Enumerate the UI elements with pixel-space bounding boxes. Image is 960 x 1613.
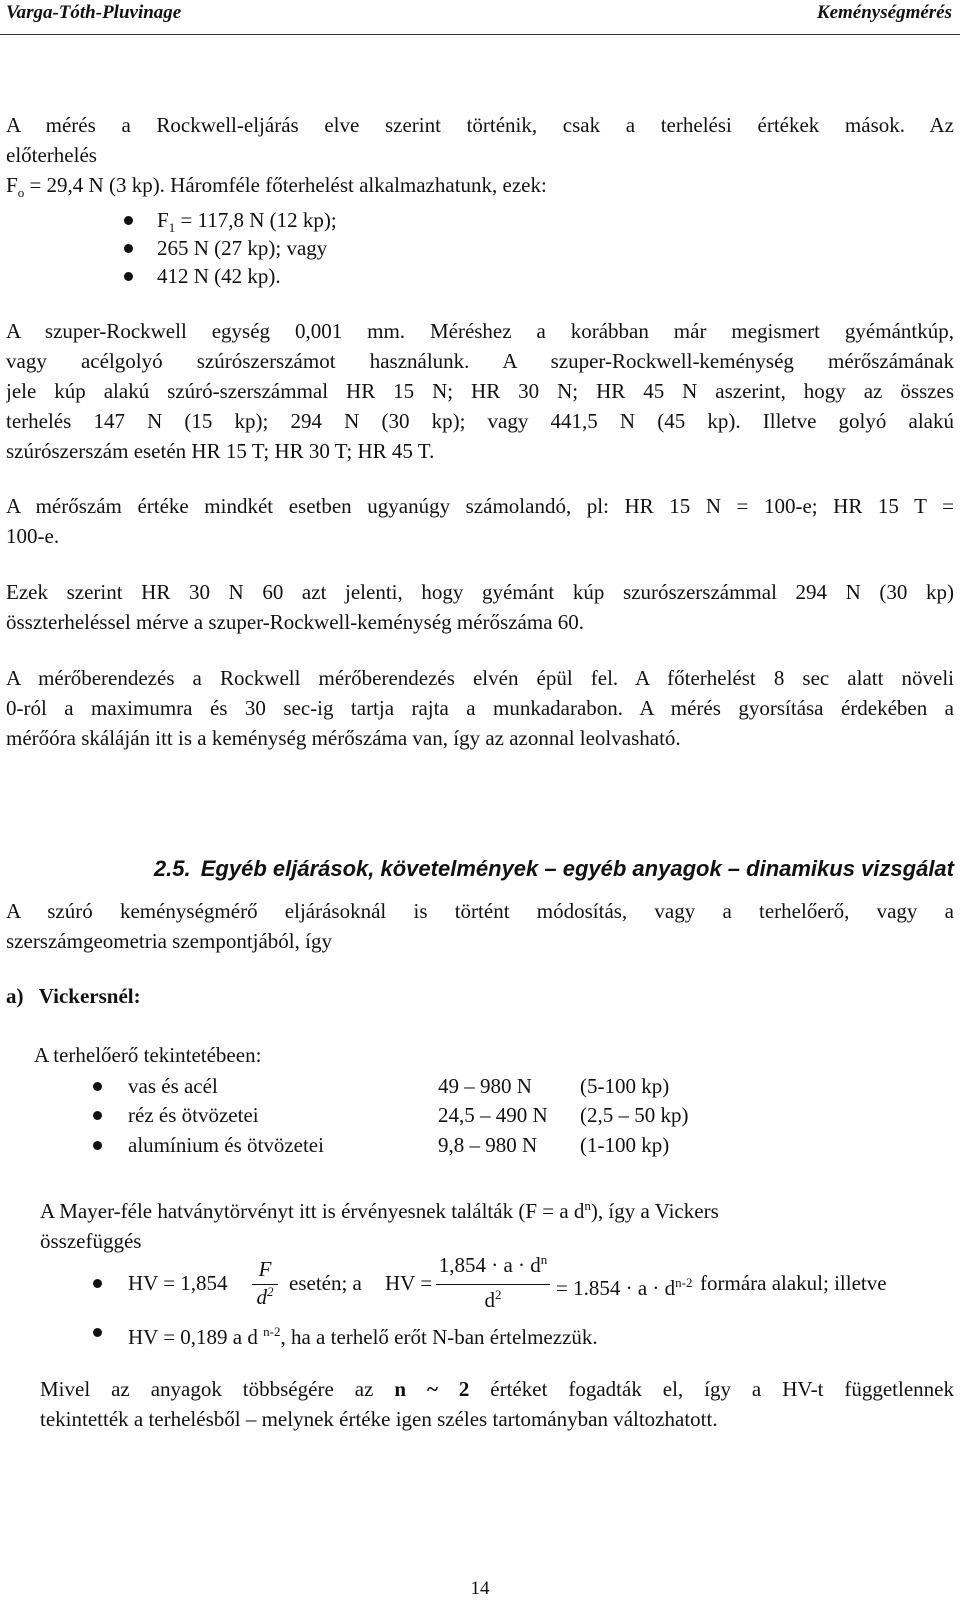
paragraph-super-rockwell	[6, 316, 954, 466]
fraction-denominator: $d^2$	[256, 1284, 274, 1309]
formula-hv-label: HV =	[385, 1271, 433, 1295]
paragraph-device	[6, 663, 954, 753]
paragraph-conclusion	[40, 1374, 954, 1434]
text-line: A mérőberendezés a Rockwell mérőberendezés elvén épül fel. A főterhelést 8 sec alatt növeli	[6, 666, 954, 690]
fraction-numerator: F	[258, 1257, 272, 1281]
material-kp: (1-100 kp)	[580, 1133, 670, 1157]
formula-text: formára alakul; illetve	[700, 1271, 887, 1295]
fraction-denominator: $d^2$	[484, 1287, 502, 1312]
text-line: Mivel az anyagok többségére az n ~ 2 értéket fogadták el, így a HV-t függetlennek	[40, 1377, 954, 1401]
text-line: 0-ról a maximumra és 30 sec-ig tartja rajta a munkadarabon. A mérés gyorsítása érdekében a	[6, 696, 954, 720]
header-title: Keménységmérés	[816, 2, 952, 23]
text-line: A szuper-Rockwell egység 0,001 mm. Méréshez a korábban már megismert gyémántkúp,	[6, 319, 954, 343]
material-name: alumínium és ötvözetei	[128, 1133, 324, 1157]
material-name: vas és acél	[128, 1074, 218, 1098]
text-line: szerszámgeometria szempontjából, így	[6, 929, 332, 953]
text-line: terhelés 147 N (15 kp); 294 N (30 kp); vagy 441,5 N (45 kp). Illetve golyó alakú	[6, 409, 954, 433]
formula-result: = $1.854 \cdot a \cdot d^{n-2}$	[556, 1275, 693, 1300]
formula-text: esetén; a	[289, 1271, 362, 1295]
page-number: 14	[470, 1578, 490, 1599]
text-line: mérőóra skáláján itt is a keménység mérőszáma van, így az azonnal leolvasható.	[6, 726, 681, 750]
bullet-icon	[93, 1111, 102, 1120]
paragraph-preload	[6, 110, 954, 208]
text-line: jele kúp alakú szúró-szerszámmal HR 15 N; HR 30 N; HR 45 N aszerint, hogy az összes	[6, 379, 954, 403]
header-author: Varga-Tóth-Pluvinage	[6, 2, 182, 23]
text-line: tekintették a terhelésből – melynek értéke igen széles tartományban változhatott.	[40, 1407, 718, 1431]
bullet-icon	[93, 1082, 102, 1091]
paragraph-modifications	[6, 896, 954, 956]
material-kp: (5-100 kp)	[580, 1074, 670, 1098]
text-line: A szúró keménységmérő eljárásoknál is történt módosítás, vagy a terhelőerő, vagy a	[6, 899, 954, 923]
fraction-bar	[436, 1284, 550, 1285]
list-item: $F_1 = 117,8$ N (12 kp);	[157, 208, 337, 236]
material-range: 49 – 980 N	[438, 1074, 532, 1098]
section-number: 2.5.	[153, 856, 191, 881]
paragraph-example	[6, 577, 954, 637]
text-line: összefüggés	[40, 1229, 142, 1253]
section-heading	[6, 856, 954, 882]
text-line: A mérés a Rockwell-eljárás elve szerint történik, csak a terhelési értékek mások. Az	[6, 113, 954, 137]
section-title: Egyéb eljárások, követelmények – egyéb anyagok – dinamikus vizsgálat	[200, 856, 954, 881]
paragraph-measure-value	[6, 491, 954, 551]
text-line: összterheléssel mérve a szuper-Rockwell-keménység mérőszáma 60.	[6, 610, 585, 634]
load-intro: A terhelőerő tekintetébeen:	[34, 1043, 262, 1067]
subsection-heading	[6, 981, 141, 1011]
fraction-numerator: $1,854 \cdot a \cdot d^n$	[438, 1252, 548, 1277]
subsection-label: a)	[6, 984, 24, 1008]
material-range: 24,5 – 490 N	[438, 1103, 548, 1127]
paragraph-mayer	[40, 1191, 954, 1256]
material-range: 9,8 – 980 N	[438, 1133, 538, 1157]
text-line: szúrószerszám esetén HR 15 T; HR 30 T; HR 45 T.	[6, 439, 435, 463]
material-kp: (2,5 – 50 kp)	[580, 1103, 689, 1127]
text-line: A Mayer-féle hatványtörvényt itt is érvényesnek találták (F = a $d^n$), így a Vickers	[40, 1198, 719, 1223]
list-item: 412 N (42 kp).	[157, 264, 281, 288]
formula-hv-label: HV = 1,854	[128, 1271, 228, 1295]
bullet-icon	[124, 216, 133, 225]
list-item: 265 N (27 kp); vagy	[157, 236, 328, 260]
bullet-icon	[124, 244, 133, 253]
formula-hv-n: HV = 0,189 a d $^{n-2}$, ha a terhelő erőt N-ban értelmezzük.	[128, 1324, 598, 1349]
text-line: Ezek szerint HR 30 N 60 azt jelenti, hogy gyémánt kúp szurószerszámmal 294 N (30 kp)	[6, 580, 954, 604]
text-line: előterhelés	[6, 143, 97, 167]
page-header	[0, 0, 960, 35]
text-line: $F_o = 29,4$ N (3 kp). Háromféle főterhelést alkalmazhatunk, ezek:	[6, 173, 547, 201]
bullet-icon	[124, 272, 133, 281]
subsection-title: Vickersnél:	[38, 984, 141, 1008]
material-name: réz és ötvözetei	[128, 1103, 259, 1127]
bullet-icon	[93, 1328, 102, 1337]
text-line: A mérőszám értéke mindkét esetben ugyanúgy számolandó, pl: HR 15 N = 100-e; HR 15 T =	[6, 494, 954, 518]
text-line: 100-e.	[6, 524, 60, 548]
text-line: vagy acélgolyó szúrószerszámot használunk. A szuper-Rockwell-keménység mérőszámának	[6, 349, 954, 373]
bullet-icon	[93, 1141, 102, 1150]
bullet-icon	[93, 1279, 102, 1288]
